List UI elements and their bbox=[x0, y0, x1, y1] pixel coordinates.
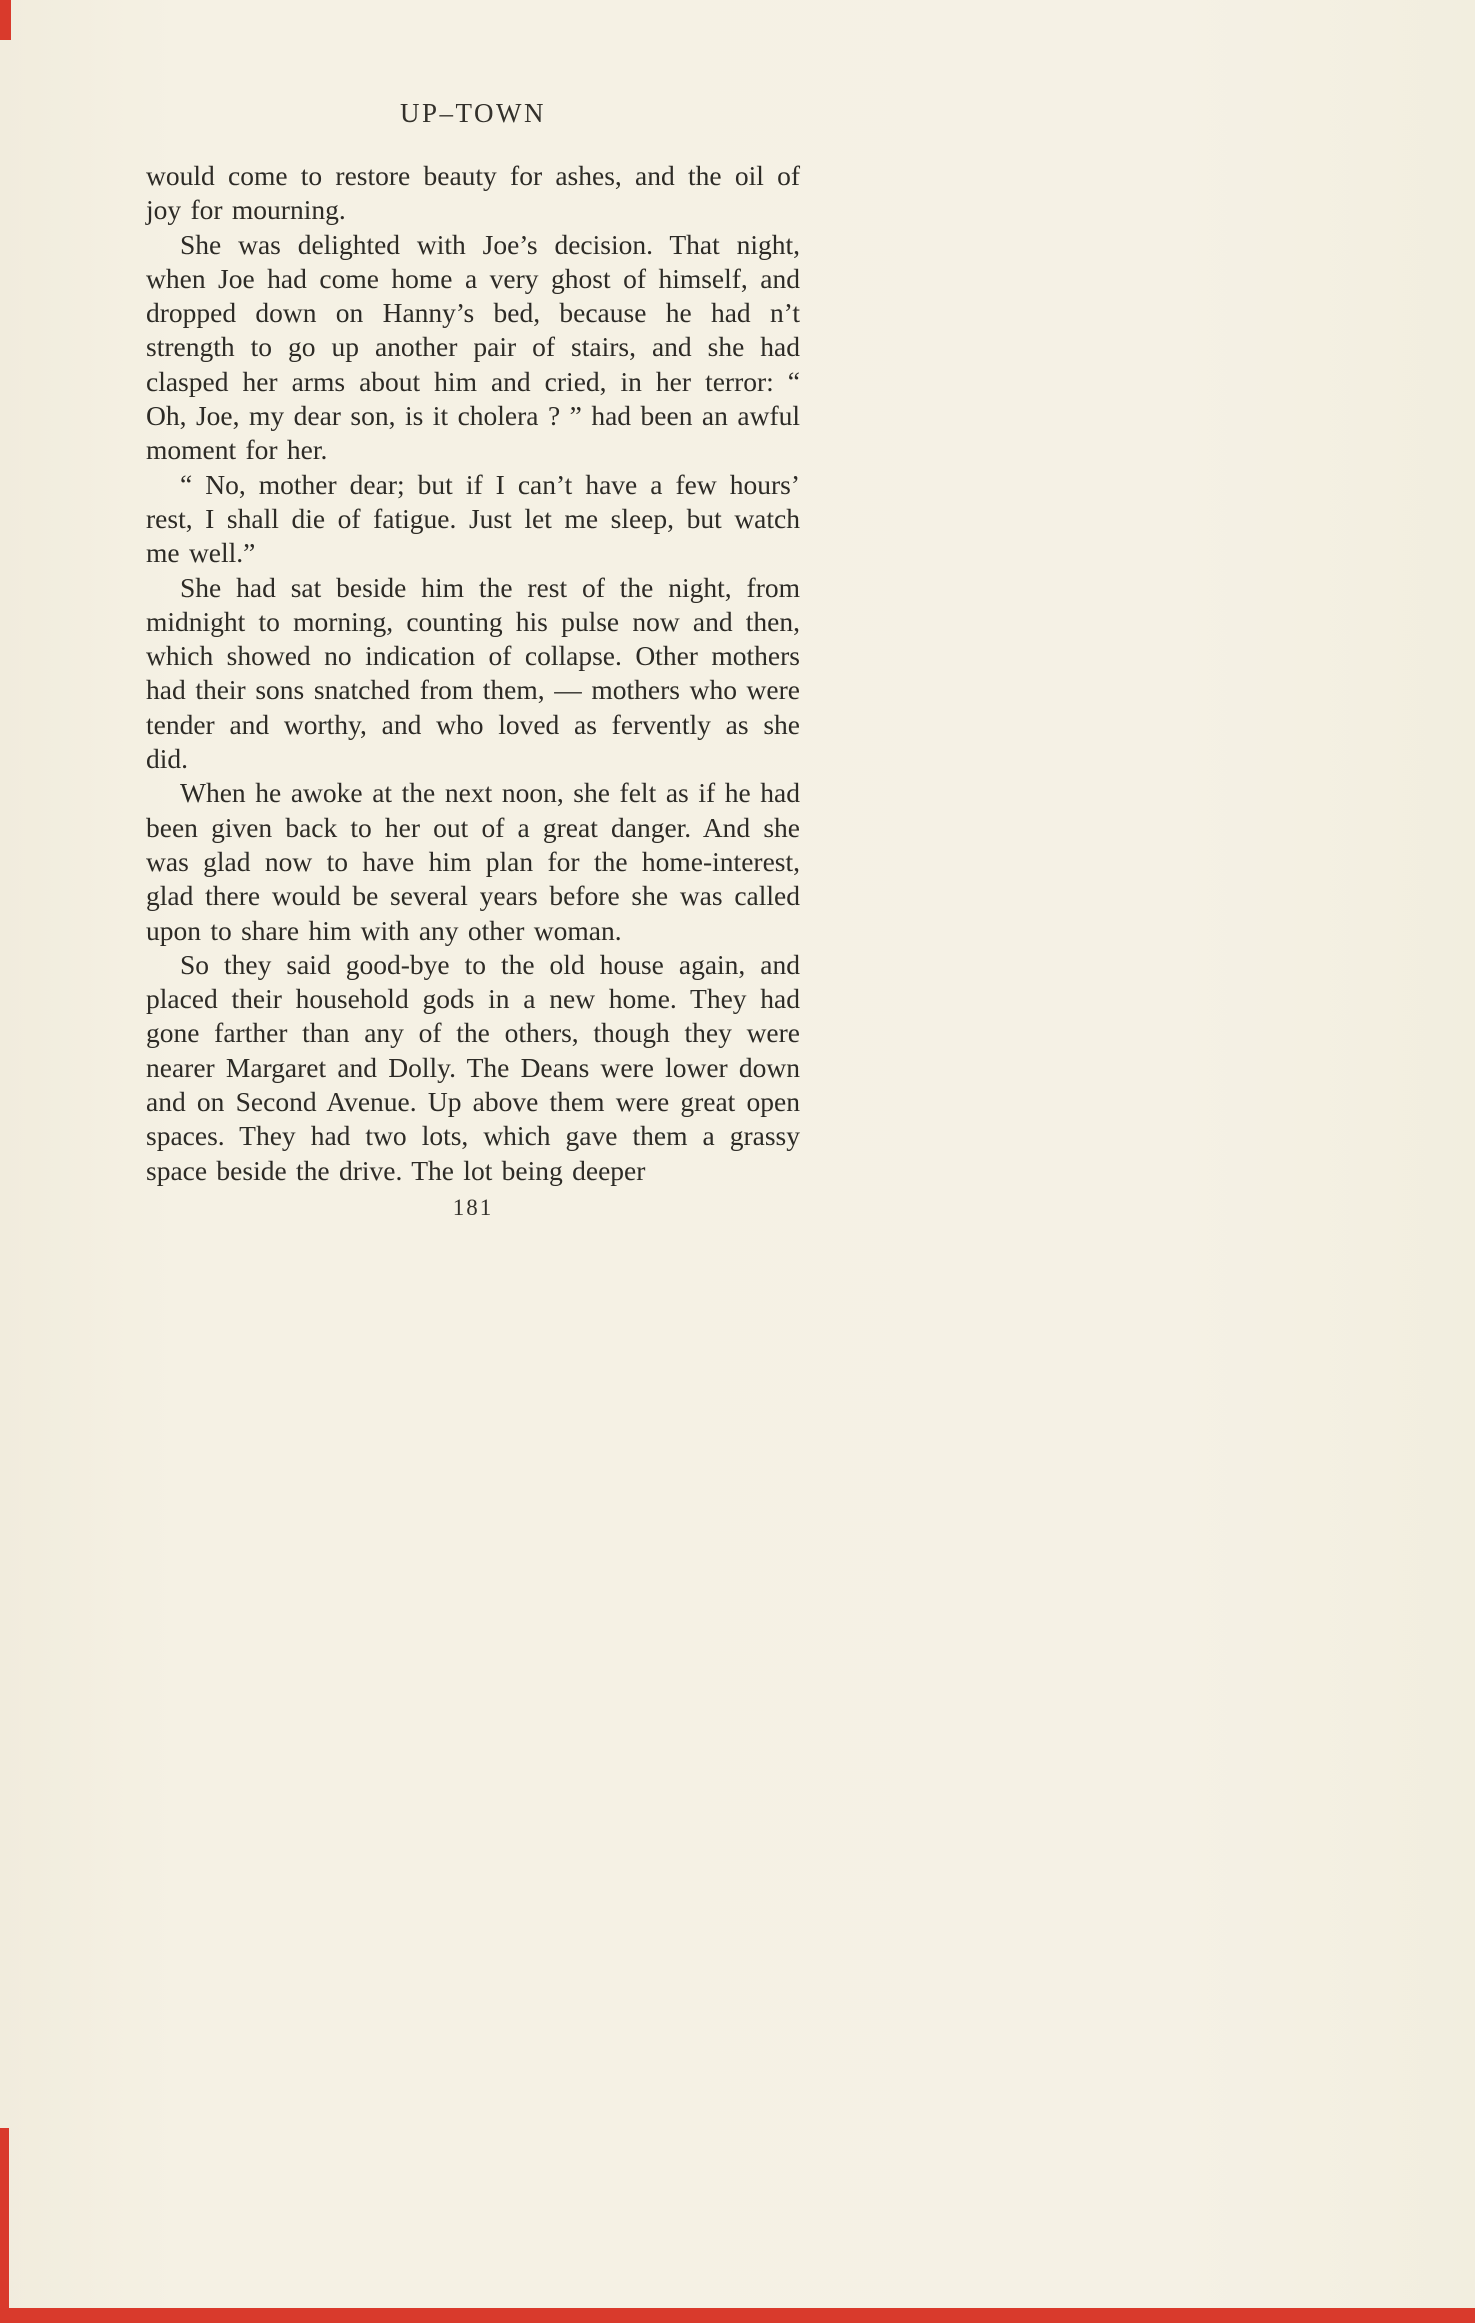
text-column bbox=[146, 98, 800, 1221]
body-text bbox=[146, 159, 800, 1188]
running-head: UP–TOWN bbox=[399, 98, 546, 128]
paragraph: She had sat beside him the rest of the night, from midnight to morning, counting his pulse now and then, which showed no indication of collapse. Other mothers had their sons snatched from them, — mothers who were tender and worthy, and who loved as fervently as she did. bbox=[146, 571, 800, 775]
red-scan-edge-top-left bbox=[0, 0, 11, 40]
red-scan-edge-bottom bbox=[0, 2308, 1475, 2323]
page-number: 181 bbox=[452, 1194, 494, 1220]
paragraph: When he awoke at the next noon, she felt as if he had been given back to her out of a great danger. And she was glad now to have him plan for the home-interest, glad there would be several years before she was called upon to share him with any other woman. bbox=[146, 777, 800, 946]
paragraph: “ No, mother dear; but if I can’t have a few hours’ rest, I shall die of fatigue. Just let me sleep, but watch me well.” bbox=[146, 468, 800, 569]
paragraph: She was delighted with Joe’s decision. That night, when Joe had come home a very ghost of himself, and dropped down on Hanny’s bed, because he had n’t strength to go up another pair of stairs, and she had clasped her arms about him and cried, in her terror: “ Oh, Joe, my dear son, is it cholera ? ” had been an awful moment for her. bbox=[146, 228, 800, 466]
red-scan-edge-left-bottom bbox=[0, 2128, 9, 2323]
paragraph: would come to restore beauty for ashes, and the oil of joy for mourning. bbox=[146, 160, 800, 226]
paragraph: So they said good-bye to the old house again, and placed their household gods in a new home. They had gone farther than any of the others, though they were nearer Margaret and Dolly. The Deans were lower down and on Second Avenue. Up above them were great open spaces. They had two lots, which gave them a grassy space beside the drive. The lot being deeper bbox=[146, 948, 800, 1186]
